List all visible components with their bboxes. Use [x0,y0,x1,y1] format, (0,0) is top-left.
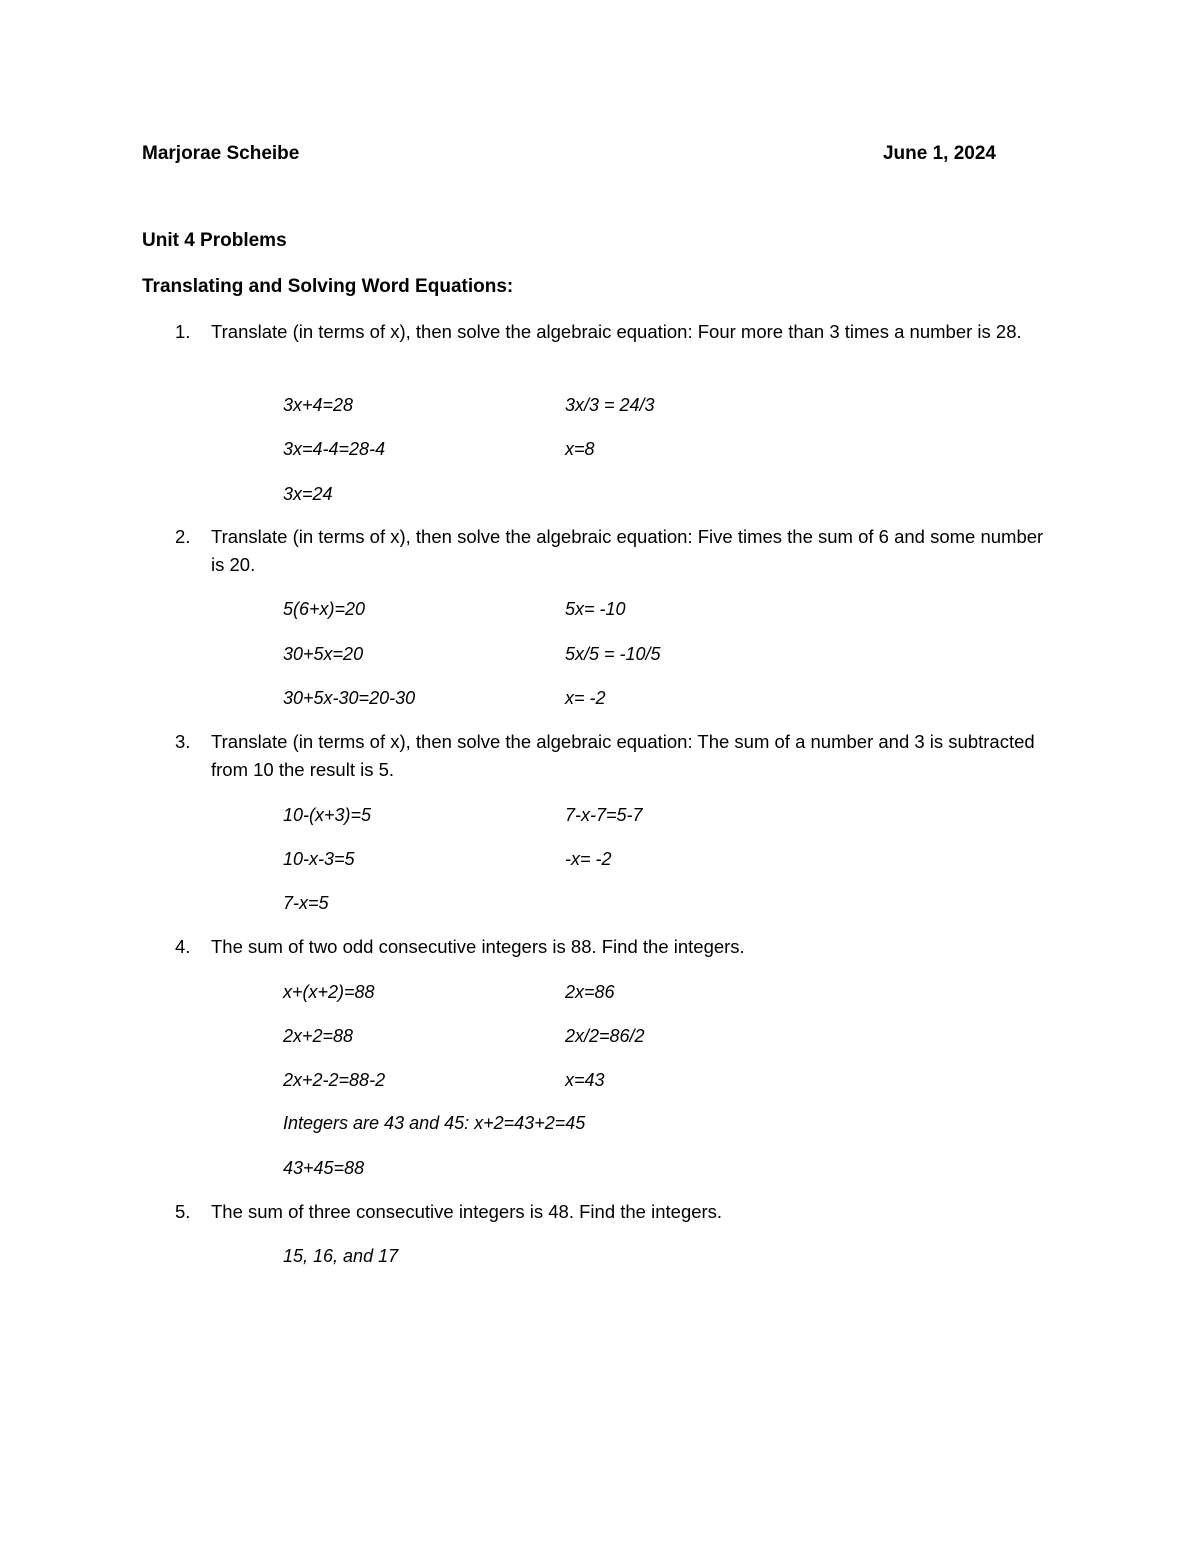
work-step: 2x=86 [565,982,615,1002]
problem-number: 1. [175,321,191,342]
work-step: Integers are 43 and 45: x+2=43+2=45 [283,1113,586,1133]
work-step: 2x+2-2=88-2 [283,1070,386,1090]
problem-text: Translate (in terms of x), then solve the algebraic equation: Five times the sum of 6 and some number is 20. [211,526,1044,575]
work-step: 10-x-3=5 [283,849,355,869]
work-step: -x= -2 [565,849,612,869]
work-step: x=43 [565,1070,605,1090]
work-step: 2x+2=88 [283,1026,354,1046]
work-step: 3x=4-4=28-4 [283,439,386,459]
problem-number: 4. [175,936,191,957]
work-step: x=8 [565,439,595,459]
work-step: 5(6+x)=20 [283,599,366,619]
work-step: 5x= -10 [565,599,626,619]
document-date: June 1, 2024 [882,143,996,164]
work-step: 30+5x-30=20-30 [283,688,416,708]
work-step: 3x/3 = 24/3 [565,395,655,415]
work-step: 43+45=88 [283,1158,365,1178]
work-step: 3x+4=28 [283,395,354,415]
work-step: x+(x+2)=88 [283,982,375,1002]
work-step: 3x=24 [283,484,333,504]
work-step: 7-x=5 [283,893,329,913]
work-step: 30+5x=20 [283,644,364,664]
problem-text: The sum of three consecutive integers is 48. Find the integers. [211,1201,723,1222]
work-step: 2x/2=86/2 [565,1026,645,1046]
work-step: 7-x-7=5-7 [565,805,643,825]
work-step: 5x/5 = -10/5 [565,644,661,664]
problem-number: 2. [175,526,191,547]
work-step: x= -2 [565,688,606,708]
section-title: Translating and Solving Word Equations: [142,276,514,297]
problem-number: 5. [175,1201,191,1222]
problem-text: Translate (in terms of x), then solve the algebraic equation: Four more than 3 times a number is 28. [211,321,1022,342]
problem-text: Translate (in terms of x), then solve the algebraic equation: The sum of a number and 3 is subtracted from 10 the result is 5. [211,731,1035,780]
problem-text: The sum of two odd consecutive integers is 88. Find the integers. [211,936,745,957]
problem-number: 3. [175,731,191,752]
work-step: 10-(x+3)=5 [283,805,372,825]
author-name: Marjorae Scheibe [142,143,300,164]
work-step: 15, 16, and 17 [283,1246,399,1266]
document-header [142,143,996,169]
unit-title: Unit 4 Problems [142,230,287,251]
